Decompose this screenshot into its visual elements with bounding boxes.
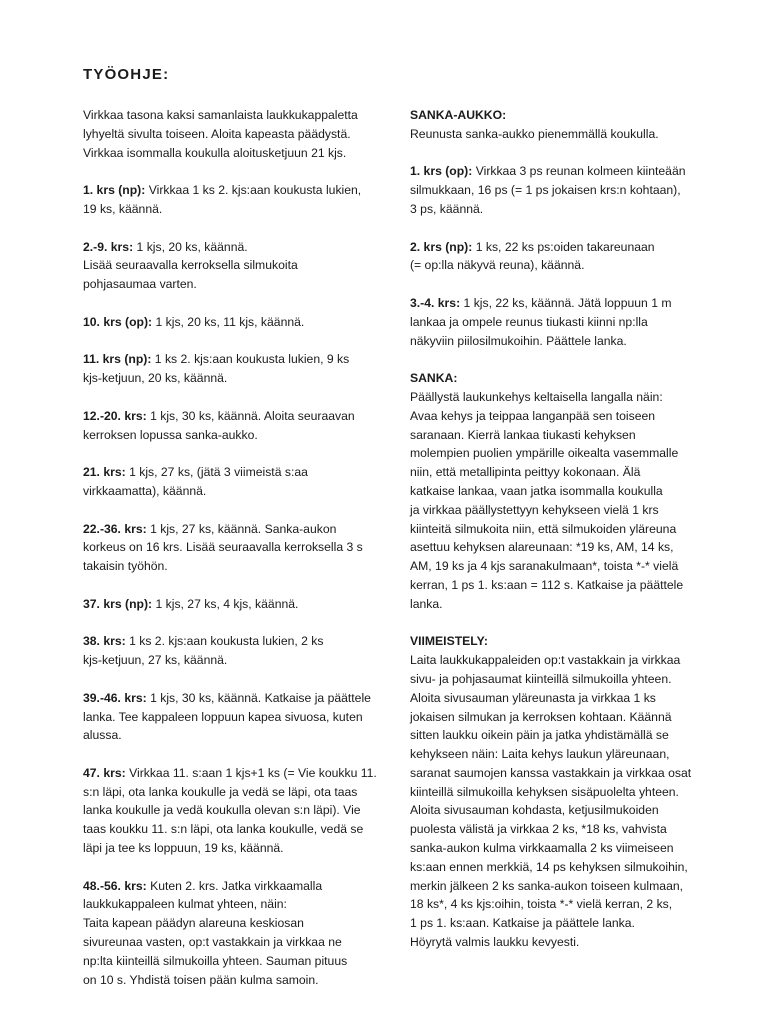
row-text: 1 kjs, 27 ks, 4 kjs, käännä. [152,596,299,611]
text-line: Reunusta sanka-aukko pienemmällä koukulla. [410,126,659,141]
row-text: 1 kjs, 30 ks, käännä. Aloita seuraavan [146,408,355,423]
text-line: kiinteitä silmukoita niin, että silmukoiden yläreuna [410,521,677,536]
text-line: merkin jälkeen 2 ks sanka-aukon toiseen kulmaan, [410,878,684,893]
row-label: 11. krs (np): [83,352,152,367]
text-line: 18 ks*, 4 ks kjs:oihin, toista *-* vielä kerran, 2 ks, [410,897,673,912]
row-instruction [83,350,385,388]
row-label: 2.-9. krs: [83,239,134,254]
text-line: 3 ps, käännä. [410,201,484,216]
text-line: Taita kapean päädyn alareuna keskiosan [83,916,304,931]
row-instruction [83,238,385,294]
text-line: Aloita sivusauman yläreunasta ja virkkaa 1 ks [410,690,656,705]
row-label: 48.-56. krs: [83,878,147,893]
section-heading: SANKA: [410,371,458,386]
row-instruction [83,877,385,990]
text-line: saranaan. Kierrä lankaa tiukasti kehyksen [410,427,636,442]
text-line: jokaisen silmukan ja kerroksen kohtaan. Käännä [410,709,672,724]
text-line: molempien puolien ympärille oikealta vasemmalle [410,446,679,461]
text-line: lanka. [410,596,443,611]
text-line: lanka. Tee kappaleen loppuun kapea sivuosa, kuten [83,709,363,724]
text-line: 1 ps 1. ks:aan. Katkaise ja päättele lanka. [410,916,635,931]
text-line: näkyviin piilosilmukoihin. Päättele lanka. [410,333,627,348]
row-label: 12.-20. krs: [83,408,147,423]
row-text: 1 ks, 22 ks ps:oiden takareunaan [472,239,655,254]
row-text: 1 kjs, 20 ks, 11 kjs, käännä. [152,314,305,329]
text-line: ks:aan ennen merkkiä, 14 ps kehyksen silmukoihin, [410,859,688,874]
row-text: 1 kjs, 27 ks, (jätä 3 viimeistä s:aa [125,465,308,480]
row-text: Virkkaa 3 ps reunan kolmeen kiinteään [472,164,686,179]
text-line: puolesta välistä ja virkkaa 2 ks, *18 ks, vahvista [410,822,667,837]
text-line [83,181,385,200]
row-label: 22.-36. krs: [83,521,147,536]
text-line: kjs-ketjuun, 20 ks, käännä. [83,371,228,386]
row-text: 1 ks 2. kjs:aan koukusta lukien, 9 ks [151,352,350,367]
row-label: 2. krs (np): [410,239,473,254]
text-line: läpi ja tee ks loppuun, 19 ks, käännä. [83,841,284,856]
text-line: on 10 s. Yhdistä toisen pään kulma samoin. [83,972,319,987]
row-instruction [83,407,385,445]
text-line [83,463,385,482]
row-instruction [83,764,385,858]
row-instruction [83,313,385,332]
row-instruction [83,181,385,219]
text-line [83,689,385,708]
text-line: alussa. [83,728,122,743]
text-line: Laita laukkukappaleiden op:t vastakkain ja virkkaa [410,653,681,668]
text-line: ja virkkaa päällystettyyn kehykseen vielä 1 krs [410,502,659,517]
row-instruction [83,689,385,745]
row-label: 37. krs (np): [83,596,153,611]
text-line: Avaa kehys ja teippaa langanpää sen toiseen [410,408,656,423]
section-heading: VIIMEISTELY: [410,634,488,649]
text-line: taas koukku 11. s:n läpi, ota lanka koukulle, vedä se [83,822,364,837]
text-line [83,632,385,651]
left-column [83,106,385,1008]
text-line: niin, että metallipinta peittyy kokonaan. Älä [410,465,641,480]
text-line: kehykseen näin: Laita kehys laukun yläreunaan, [410,747,670,762]
text-line: lankaa ja ompele reunus tiukasti kiinni np:lla [410,314,648,329]
section-viimeistely [410,632,712,952]
right-column [410,106,712,971]
text-line [410,294,712,313]
row-label: 38. krs: [83,634,126,649]
row-instruction [410,294,712,350]
text-line: asettuu kehyksen alareunaan: *19 ks, AM, 14 ks, [410,540,674,555]
text-line: Virkkaa isommalla koukulla aloitusketjuun 21 kjs. [83,145,347,160]
section-sanka-aukko [410,106,712,144]
row-label: 1. krs (op): [410,164,473,179]
text-line: takaisin työhön. [83,559,168,574]
text-line: kiinteillä silmukoilla kehyksen sisäpuolelta yhteen. [410,784,679,799]
row-text: 1 kjs, 22 ks, käännä. Jätä loppuun 1 m [460,295,672,310]
row-text: Virkkaa 1 ks 2. kjs:aan koukusta lukien, [145,183,362,198]
text-line [83,520,385,539]
text-line: kerroksen lopussa sanka-aukko. [83,427,258,442]
text-line [410,238,712,257]
text-line: silmukkaan, 16 ps (= 1 ps jokaisen krs:n kohtaan), [410,183,681,198]
row-text: 1 kjs, 20 ks, käännä. [133,239,248,254]
text-line: sitten laukku oikein päin ja jatka yhdistämällä se [410,728,669,743]
row-label: 39.-46. krs: [83,690,147,705]
section-sanka [410,369,712,613]
text-line [83,407,385,426]
row-text: 1 ks 2. kjs:aan koukusta lukien, 2 ks [125,634,324,649]
row-instruction [410,238,712,276]
text-line: s:n läpi, ota lanka koukulle ja vedä se läpi, ota taas [83,784,358,799]
text-line [83,877,385,896]
text-line: sivureunaa vasten, op:t vastakkain ja virkkaa ne [83,935,342,950]
section-heading: SANKA-AUKKO: [410,108,507,122]
text-line: kerran, 1 ps 1. ks:aan = 112 s. Katkaise ja päättele [410,577,684,592]
text-line: Virkkaa tasona kaksi samanlaista laukkukappaletta [83,108,358,122]
row-label: 10. krs (op): [83,314,153,329]
row-instruction [410,162,712,218]
row-text: Kuten 2. krs. Jatka virkkaamalla [146,878,323,893]
row-text: Virkkaa 11. s:aan 1 kjs+1 ks (= Vie koukku 11. [125,765,377,780]
text-line: laukkukappaleen kulmat yhteen, näin: [83,897,287,912]
row-label: 47. krs: [83,765,126,780]
row-text: 1 kjs, 27 ks, käännä. Sanka-aukon [146,521,337,536]
text-line: Lisää seuraavalla kerroksella silmukoita [83,258,298,273]
text-line: Höyrytä valmis laukku kevyesti. [410,935,580,950]
text-line [83,313,385,332]
intro-paragraph [83,106,385,162]
text-line [83,764,385,783]
text-line: sanka-aukon kulma virkkaamalla 2 ks viimeiseen [410,841,674,856]
text-line: Aloita sivusauman kohdasta, ketjusilmukoiden [410,803,659,818]
text-line [83,350,385,369]
text-line: sivu- ja pohjasaumat kiinteillä silmukoilla yhteen. [410,671,672,686]
text-line: katkaise lankaa, vaan jatka isommalla koukulla [410,483,663,498]
row-label: 3.-4. krs: [410,295,461,310]
row-label: 1. krs (np): [83,183,146,198]
text-line: pohjasaumaa varten. [83,277,197,292]
text-line: (= op:lla näkyvä reuna), käännä. [410,258,585,273]
row-instruction [83,463,385,501]
text-line: np:lta kiinteillä silmukoilla yhteen. Sauman pituus [83,953,348,968]
row-instruction [83,632,385,670]
text-line: kjs-ketjuun, 27 ks, käännä. [83,653,228,668]
text-line: korkeus on 16 krs. Lisää seuraavalla kerroksella 3 s [83,540,363,555]
row-instruction [83,595,385,614]
text-line: lanka koukulle ja vedä koukulla olevan s:n läpi). Vie [83,803,361,818]
text-line [83,595,385,614]
page-title: TYÖOHJE: [83,66,170,83]
text-line: 19 ks, käännä. [83,201,163,216]
text-line [410,162,712,181]
text-line: lyhyeltä sivulta toiseen. Aloita kapeasta päädystä. [83,126,351,141]
text-line: saranat saumojen kanssa vastakkain ja virkkaa osat [410,765,692,780]
text-line: Päällystä laukunkehys keltaisella langalla näin: [410,389,663,404]
row-text: 1 kjs, 30 ks, käännä. Katkaise ja päättele [146,690,371,705]
row-label: 21. krs: [83,465,126,480]
text-line [83,238,385,257]
text-line: AM, 19 ks ja 4 kjs saranakulmaan*, toista *-* vielä [410,559,679,574]
text-line: virkkaamatta), käännä. [83,483,207,498]
row-instruction [83,520,385,576]
